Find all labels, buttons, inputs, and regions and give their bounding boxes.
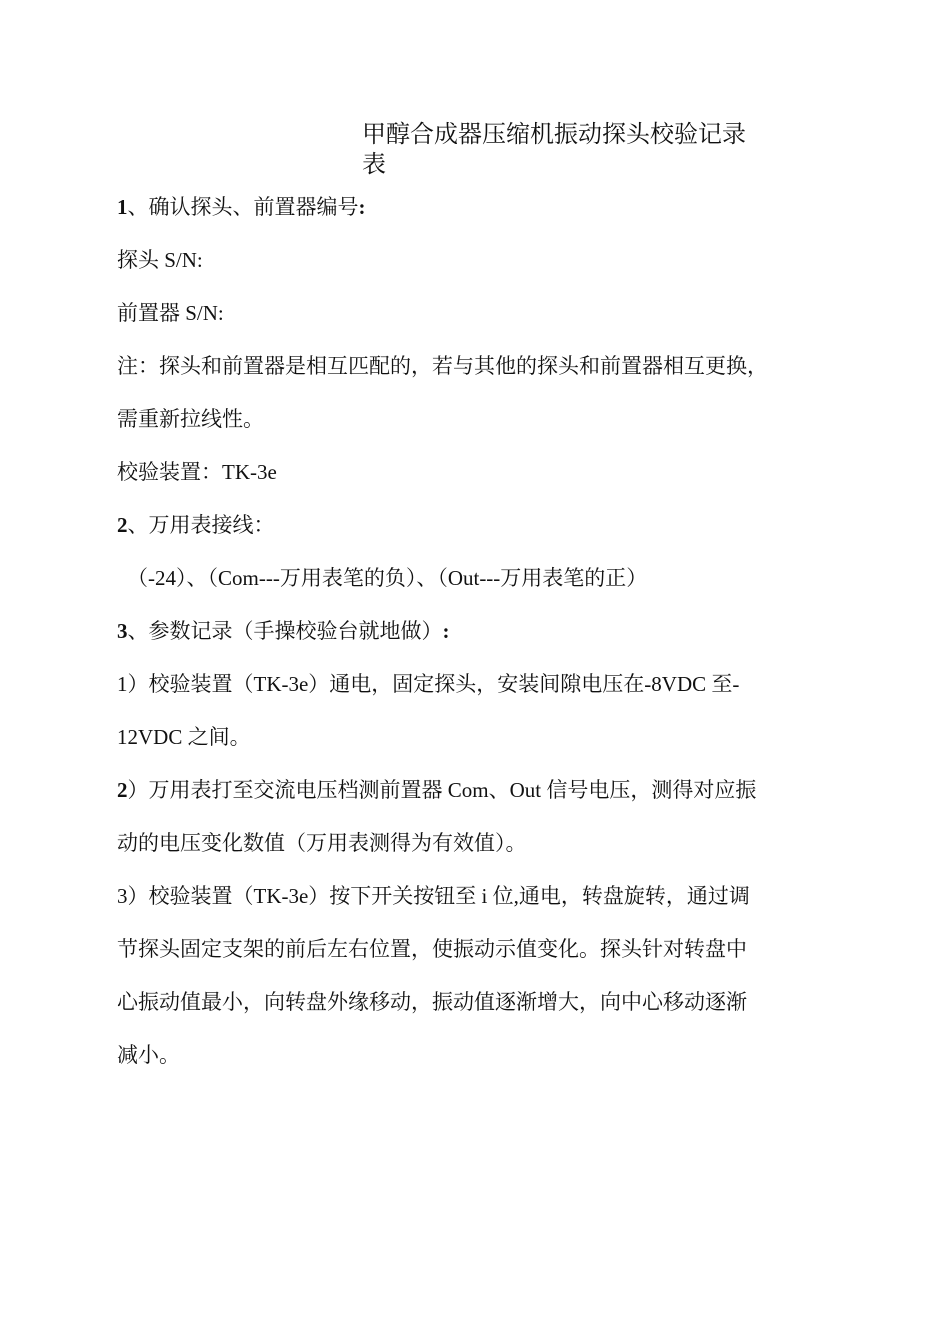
section-1-colon: : [358,195,366,219]
note-line-1: 注：探头和前置器是相互匹配的，若与其他的探头和前置器相互更换， [117,354,768,378]
title-line-2: 表 [362,150,386,178]
section-1-number: 1 [117,195,128,219]
section-1-text: 、确认探头、前置器编号 [127,195,359,219]
probe-serial: 探头 S/N: [117,248,203,272]
step-3-line-1: 3）校验装置（TK-3e）按下开关按钮至 i 位,通电，转盘旋转，通过调 [117,884,750,908]
step-3-line-2: 节探头固定支架的前后左右位置，使振动示值变化。探头针对转盘中 [117,937,747,961]
title-line-1: 甲醇合成器压缩机振动探头校验记录 [362,120,746,148]
step-2-line-2: 动的电压变化数值（万用表测得为有效值）。 [117,831,527,855]
section-3-heading [117,605,847,658]
step-2-number: 2 [117,778,128,802]
document-title [362,119,807,179]
step-1-line-1: 1）校验装置（TK-3e）通电，固定探头，安装间隙电压在-8VDC 至- [117,672,740,696]
calibrator-model: 校验装置：TK-3e [117,460,277,484]
step-3-line-3: 心振动值最小，向转盘外缘移动，振动值逐渐增大，向中心移动逐渐 [117,990,747,1014]
preamp-serial: 前置器 S/N: [117,301,224,325]
wiring-description: （-24）、（Com---万用表笔的负）、（Out---万用表笔的正） [127,566,648,590]
section-2-number: 2 [117,513,128,537]
document-body [117,181,847,1082]
note-line-2: 需重新拉线性。 [117,407,264,431]
step-3-line-4: 减小。 [117,1043,180,1067]
step-2-text: ）万用表打至交流电压档测前置器 Com、Out 信号电压，测得对应振 [127,778,757,802]
section-1-heading [117,181,847,234]
step-1-line-2: 12VDC 之间。 [117,725,251,749]
step-2-line-1 [117,764,847,817]
section-3-number: 3 [117,619,128,643]
section-3-text: 、参数记录（手操校验台就地做） [127,619,443,643]
section-3-colon: : [442,619,450,643]
section-2-heading [117,499,847,552]
section-2-text: 、万用表接线： [127,513,275,537]
